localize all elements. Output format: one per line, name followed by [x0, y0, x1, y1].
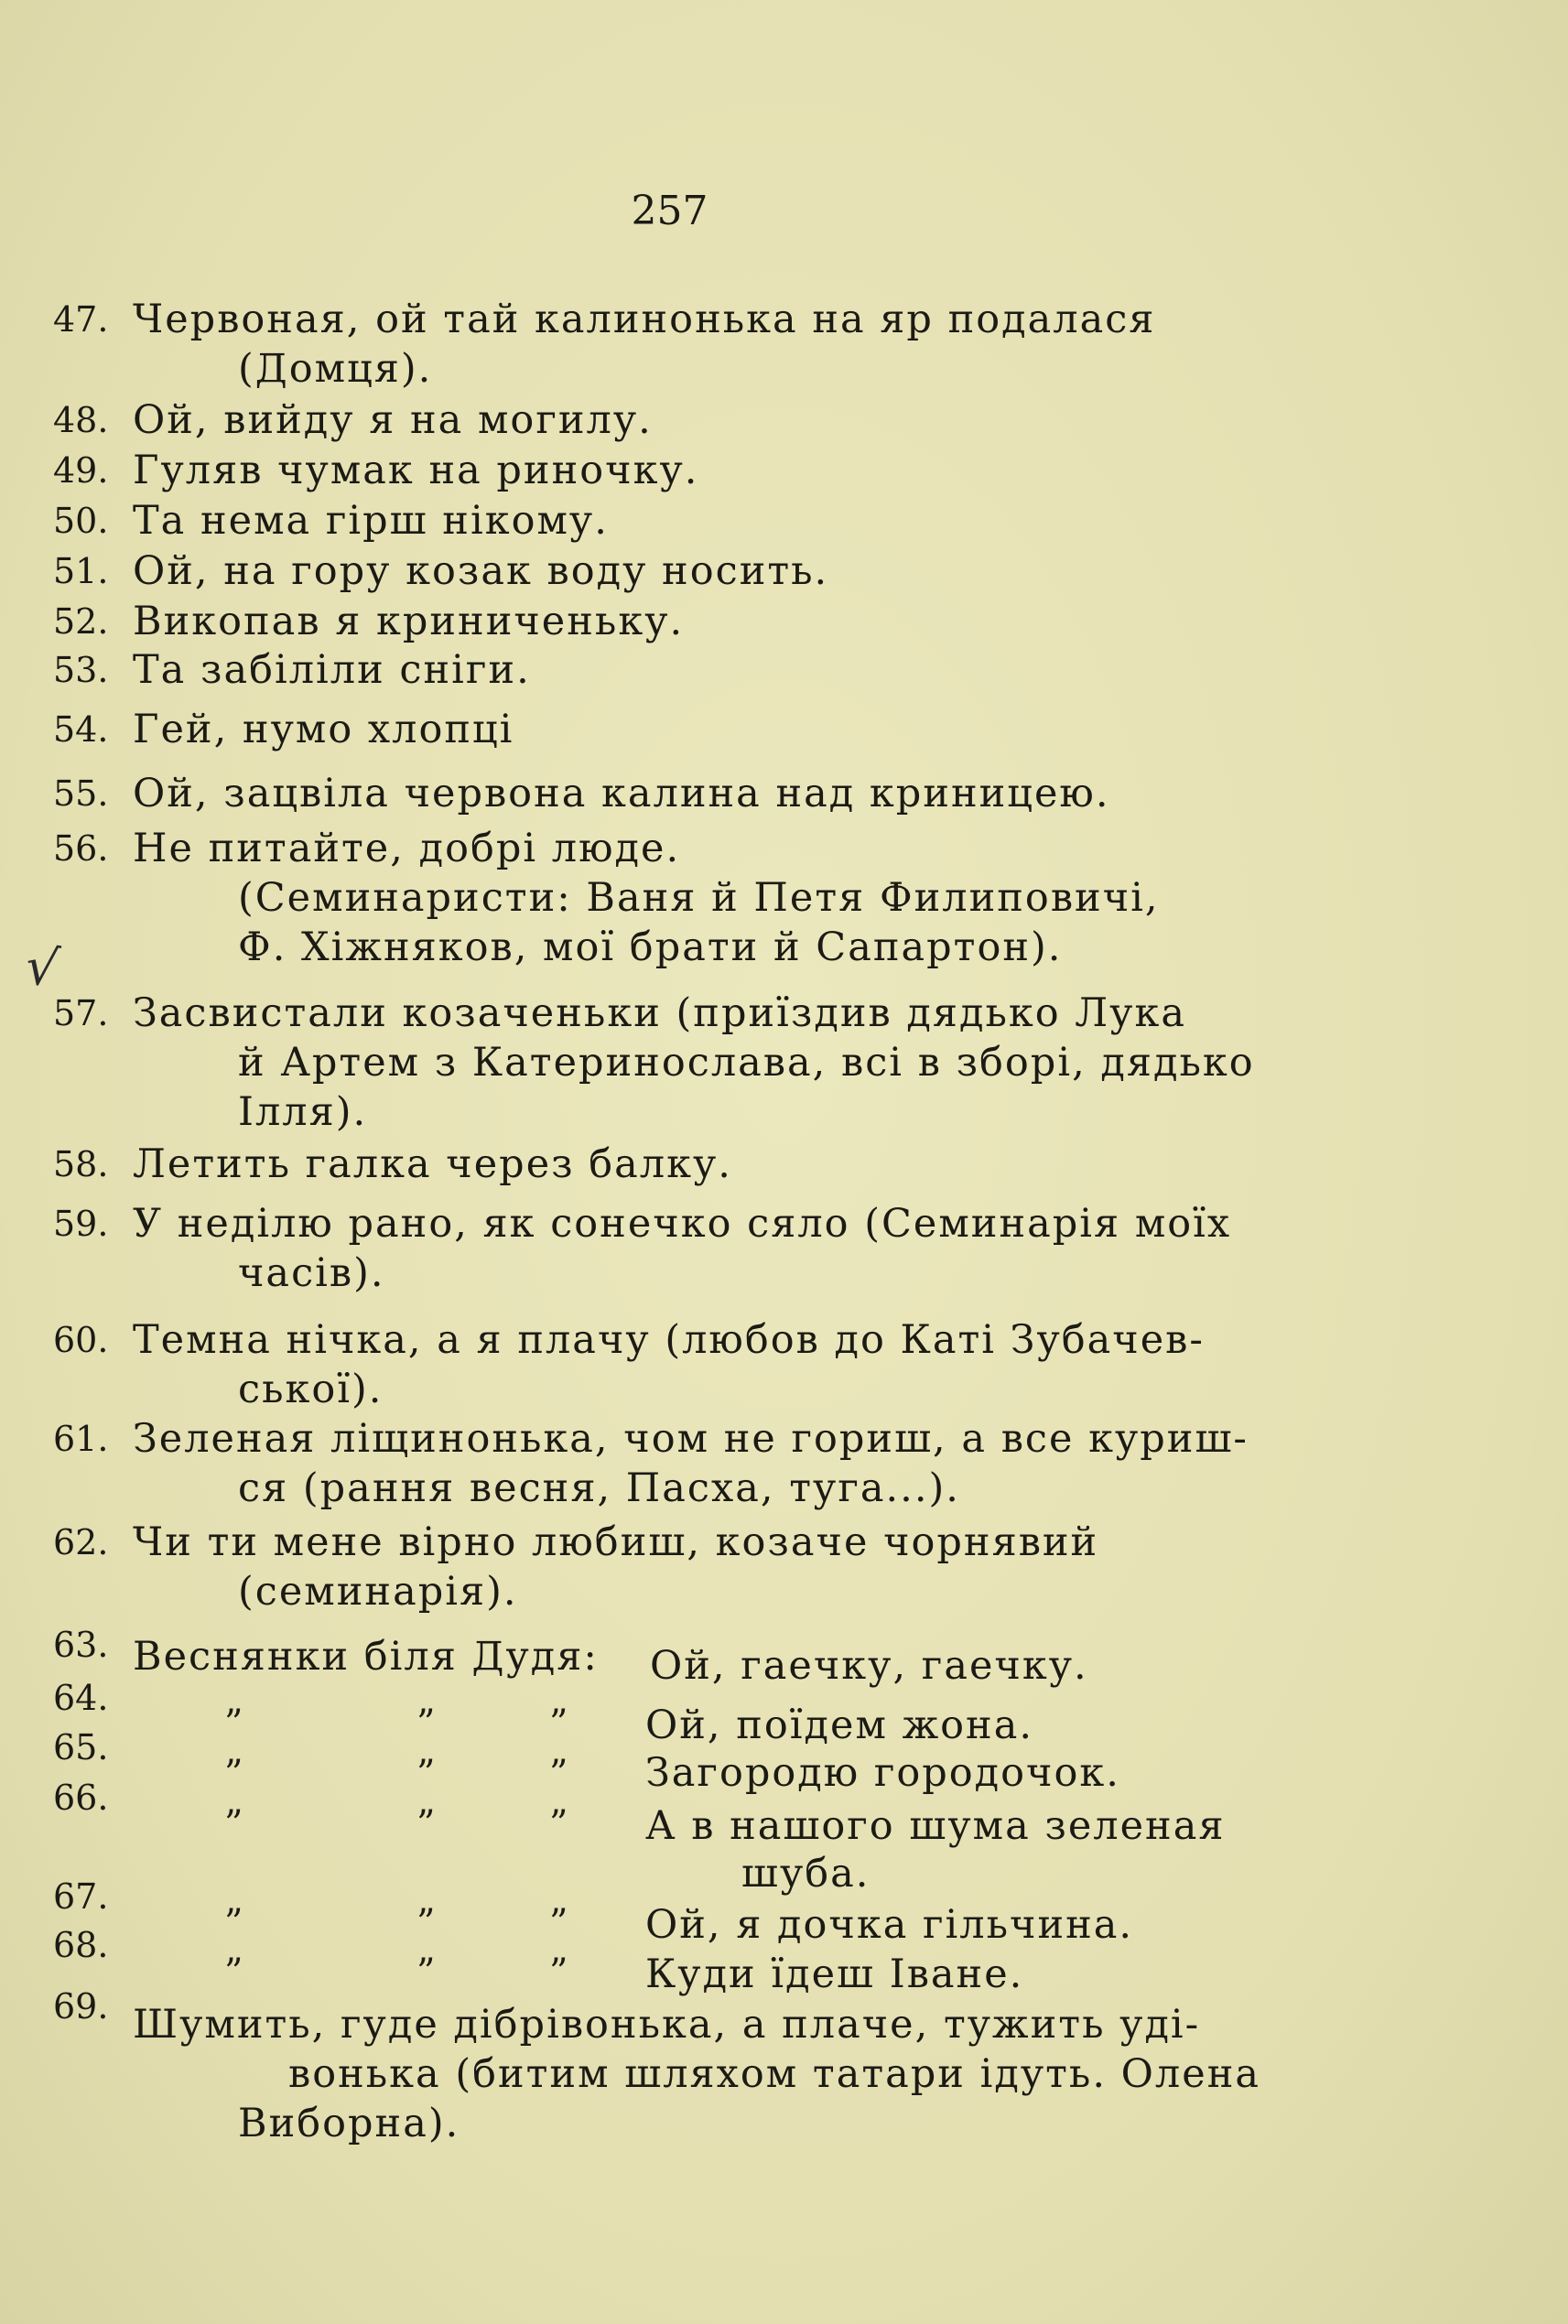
item-number: 56.: [53, 828, 109, 869]
item-text: Ой, зацвіла червона калина над криницею.: [133, 771, 1110, 816]
ditto-mark: ”: [549, 1803, 568, 1845]
item-number: 64.: [53, 1678, 109, 1718]
vesnianky-song: Ой, я дочка гільчина.: [645, 1902, 1134, 1948]
ditto-mark: ”: [416, 1803, 436, 1845]
ditto-mark: ”: [224, 1803, 243, 1845]
item-number: 52.: [53, 601, 109, 642]
item-number: 59.: [53, 1204, 109, 1244]
item-number: 60.: [53, 1320, 109, 1360]
item-text: Летить галка через балку.: [133, 1141, 732, 1187]
item-number: 58.: [53, 1144, 109, 1184]
item-text: Червоная, ой тай калинонька на яр подалася (Домця).: [133, 297, 1156, 392]
item-text: Зеленая ліщинонька, чом не гориш, а все куриш- ся (рання весня, Пасха, туга...).: [133, 1416, 1249, 1511]
item-text: Ой, вийду я на могилу.: [133, 397, 653, 443]
item-number: 67.: [53, 1876, 109, 1917]
vesnianky-song: Ой, поїдем жона.: [645, 1702, 1033, 1748]
vesnianky-prefix: Веснянки біля Дудя:: [133, 1634, 599, 1680]
item-number: 62.: [53, 1522, 109, 1562]
item-text: Не питайте, добрі люде. (Семинаристи: Ваня й Петя Филиповичі, Ф. Хіжняков, мої брати й Сапартон).: [133, 826, 1160, 970]
ditto-mark: ”: [549, 1702, 568, 1745]
item-text: Засвистали козаченьки (приїздив дядько Лука й Артем з Катеринослава, всі в зборі, дядько Ілля).: [133, 990, 1255, 1135]
vesnianky-song-continuation: шуба.: [741, 1851, 871, 1897]
ditto-mark: ”: [549, 1951, 568, 1994]
item-number: 51.: [53, 551, 109, 591]
item-text: Темна нічка, а я плачу (любов до Каті Зубачев- ської).: [133, 1317, 1205, 1412]
item-number: 48.: [53, 400, 109, 440]
item-text: У неділю рано, як сонечко сяло (Семинарія моїх часів).: [133, 1201, 1232, 1296]
item-number: 55.: [53, 773, 109, 814]
ditto-mark: ”: [416, 1902, 436, 1944]
vesnianky-song: А в нашого шума зеленая: [645, 1803, 1226, 1849]
item-number: 49.: [53, 450, 109, 491]
item-text: Ой, на гору козак воду носить.: [133, 548, 829, 594]
item-text: Та нема гірш нікому.: [133, 498, 609, 544]
ditto-mark: ”: [224, 1951, 243, 1994]
item-text: Гуляв чумак на риночку.: [133, 448, 699, 493]
item-number: 47.: [53, 299, 109, 340]
page-number: 257: [631, 188, 708, 234]
item-text: Гей, нумо хлопці: [133, 707, 514, 752]
item-number: 61.: [53, 1419, 109, 1459]
item-number: 66.: [53, 1778, 109, 1818]
item-number: 69.: [53, 1986, 109, 2027]
item-number: 68.: [53, 1925, 109, 1965]
ditto-mark: ”: [224, 1702, 243, 1745]
item-text: Викопав я криниченьку.: [133, 599, 685, 644]
item-number: 54.: [53, 709, 109, 750]
item-number: 65.: [53, 1727, 109, 1767]
item-number: 57.: [53, 993, 109, 1033]
item-text: Шумить, гуде дібрівонька, а плаче, тужить удi- вонька (битим шляхом татари ідуть. Олена Виборна).: [133, 2002, 1260, 2146]
ditto-mark: ”: [549, 1753, 568, 1795]
item-text: Чи ти мене вірно любиш, козаче чорнявий (семинарія).: [133, 1519, 1099, 1615]
ditto-mark: ”: [549, 1902, 568, 1944]
item-text: Та забіліли сніги.: [133, 647, 531, 693]
handwritten-check-mark: √: [21, 935, 63, 1000]
ditto-mark: ”: [416, 1951, 436, 1994]
ditto-mark: ”: [416, 1702, 436, 1745]
ditto-mark: ”: [224, 1753, 243, 1795]
item-number: 53.: [53, 650, 109, 690]
vesnianky-first-song: Ой, гаечку, гаечку.: [650, 1643, 1088, 1689]
item-number: 63.: [53, 1625, 109, 1665]
item-number: 50.: [53, 501, 109, 541]
ditto-mark: ”: [416, 1753, 436, 1795]
vesnianky-song: Загородю городочок.: [645, 1750, 1120, 1796]
vesnianky-song: Куди їдеш Іване.: [645, 1951, 1024, 1997]
ditto-mark: ”: [224, 1902, 243, 1944]
